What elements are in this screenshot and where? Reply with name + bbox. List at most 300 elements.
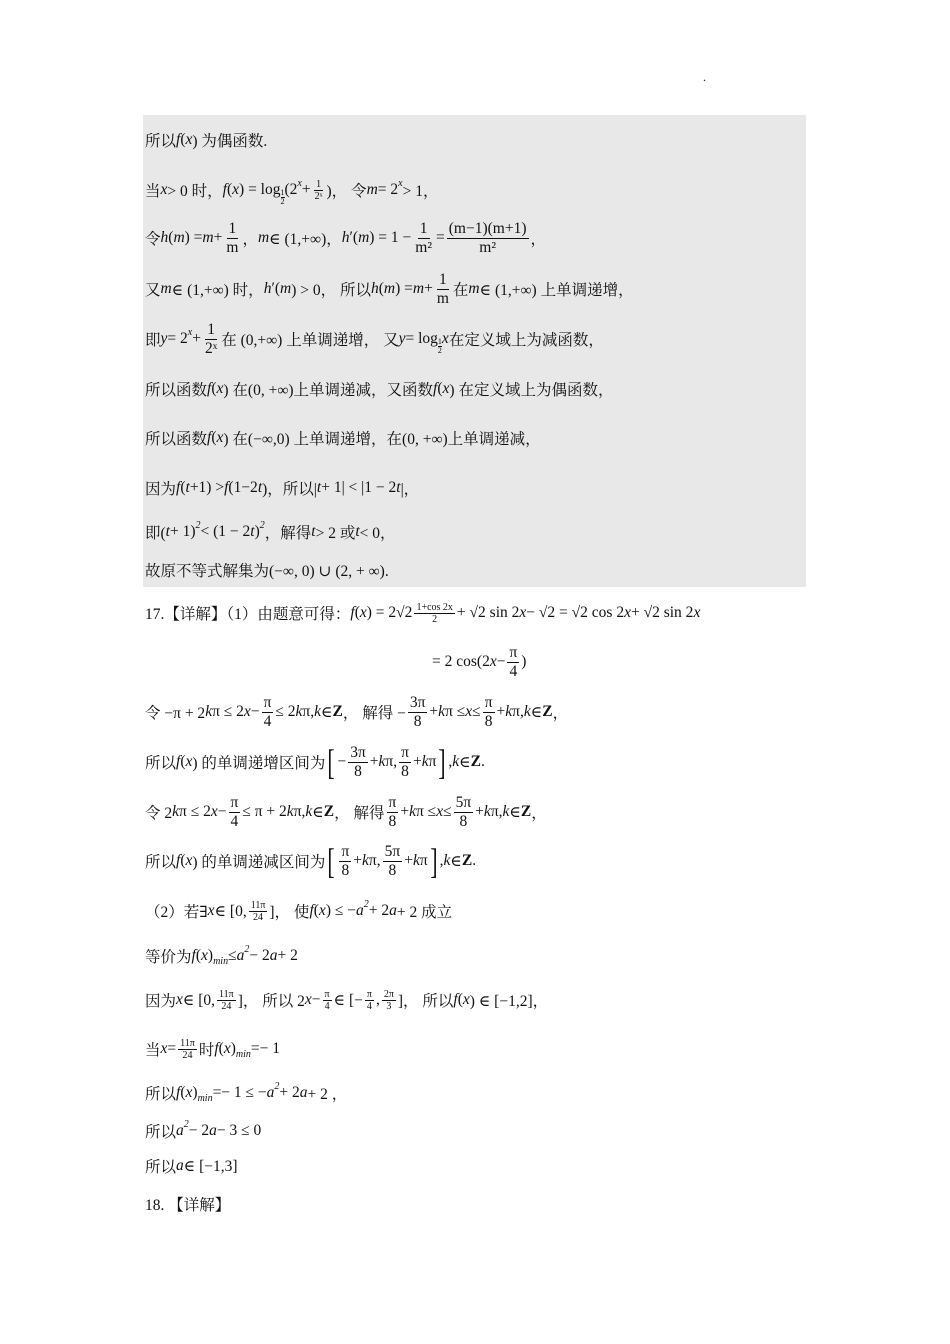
denominator: 24 [221,1000,232,1012]
math-variable: x [243,703,251,720]
text-run: = 2 [167,330,188,347]
numerator: 3π [409,694,426,712]
text-run: ∈ [321,703,333,721]
text-run: ( [180,1084,186,1101]
text-run: + 2 成立 [396,904,453,921]
denominator: m² [479,238,496,256]
integer-set-symbol: Z [470,753,481,770]
math-variable: a [389,902,397,919]
numerator: 3π [350,744,366,762]
superscript: 2 [363,898,369,910]
text-run: 所以函数 [145,382,208,399]
numerator: π [230,794,239,812]
log-base-fraction [438,338,442,355]
math-variable: f [176,1084,181,1101]
integer-set-symbol: Z [323,803,335,820]
text-run: ， 解得 − [342,705,406,722]
text-run: ]， 所以 [397,993,454,1010]
text-run: ∈ (1,+∞) 上单调递增， [479,282,634,299]
math-variable: m [366,181,378,198]
numerator: 11π [180,1037,195,1049]
text-run: π, [385,753,398,770]
text-run: 所以 [145,1086,177,1103]
text-run: . [472,852,477,869]
text-run: ) [230,1040,236,1057]
text-run: . [481,753,485,770]
text-run: ( [378,280,384,297]
log-base-fraction [281,189,285,206]
math-variable: x [185,131,193,148]
fraction [339,843,351,878]
text-line [145,264,634,314]
text-run: 因为 [145,993,177,1010]
text-run: ( [195,947,201,964]
math-variable: k [314,703,322,720]
math-variable: t [396,479,401,496]
text-run: ( [437,380,443,397]
denominator: 4 [509,662,518,680]
superscript: x [398,177,403,189]
math-variable: x [465,703,473,720]
text-run: ≤ [443,803,452,820]
math-variable: a [266,1084,275,1101]
text-run: ]， 使 [269,904,310,921]
denominator: m [226,238,239,256]
fraction [387,794,399,829]
math-variable: x [304,991,312,1008]
text-run: π, [368,852,381,869]
text-run: 所以 [145,1124,177,1141]
numerator: (m−1)(m+1) [448,220,527,238]
fraction [313,179,325,202]
text-run: 令 −π + 2 [145,705,206,722]
text-line [145,364,613,414]
math-variable: t [250,523,255,540]
text-run: − [217,803,227,820]
superscript: x [187,326,193,338]
text-run: > 0 时， [167,183,223,200]
integer-set-symbol: Z [542,703,553,720]
text-run: + [301,181,311,198]
text-run: 故原不等式解集为(−∞, 0) ∪ (2, + ∞). [145,563,389,580]
math-variable: y [398,330,406,347]
text-run: ) = [184,229,203,246]
numerator: 1 [419,220,428,238]
text-run: ( [226,181,233,198]
math-variable: k [286,803,294,820]
fraction [435,271,451,306]
numerator: 1 [280,187,285,197]
numerator: π [388,794,397,812]
math-variable: x [489,653,497,670]
subscript: min [197,1092,213,1104]
text-run: 17.【详解】（1）由题意可得： [145,606,351,623]
text-line [145,975,548,1025]
math-variable: f [207,429,212,446]
denominator: 8 [354,762,362,780]
text-run: + 2 [279,1084,300,1101]
denominator: 24 [253,911,264,923]
large-bracket: [ [327,841,336,881]
text-run: ∈ (1,+∞) 时， [171,282,264,299]
math-variable: t [257,479,263,496]
text-run: + [369,753,379,770]
text-run: ( [168,229,174,246]
text-run: ∈ [530,703,543,721]
math-variable: a [355,902,364,919]
text-run: ′( [271,280,280,297]
math-variable: f [224,479,229,496]
fraction [413,220,434,255]
math-variable: x [519,604,527,621]
text-run: ， [552,705,569,722]
math-variable: x [201,947,208,964]
text-run: + √2 sin 2 [630,604,694,621]
text-run: ) [192,1084,198,1101]
text-run: + [353,852,363,869]
text-run: ) = [395,280,413,297]
text-run: 在定义域上为减函数， [448,332,604,349]
math-variable: h [341,229,350,246]
text-run: π [419,852,428,869]
denominator: 8 [401,762,409,780]
text-run: 当 [145,183,161,200]
text-line [145,836,476,886]
math-variable: y [160,330,168,347]
denominator: 8 [413,712,422,730]
math-variable: a [269,947,278,964]
numerator: 1 [439,271,447,289]
math-variable: t [165,523,170,540]
fraction [483,694,495,729]
text-run: ) 在定义域上为偶函数， [449,382,614,399]
superscript: 2 [195,519,201,531]
math-variable: k [205,703,213,720]
superscript: x [297,177,302,189]
text-run: ∈ [− [333,991,363,1009]
text-run: = 2 [377,181,399,198]
math-variable: f [207,380,212,397]
numerator: 2π [383,988,394,1000]
text-run: + [400,803,410,820]
text-run: ∈ [0, [214,902,247,920]
text-run: + 1| < |1 − 2 [321,479,397,496]
math-variable: x [359,604,367,621]
math-variable: m [468,280,480,297]
text-run: π ≤ 2 [179,803,211,820]
text-run: , [448,753,453,770]
math-variable: x [462,991,470,1008]
text-run: ) 在(0, +∞)上单调递减，又函数 [223,382,434,399]
math-variable: f [176,479,181,496]
text-run: + [424,280,433,297]
text-run: 在 [452,282,469,299]
text-line [145,413,541,463]
math-variable: t [185,479,190,496]
denominator: 4 [324,1000,330,1012]
denominator: 8 [484,712,493,730]
text-run: − [311,991,321,1008]
text-run: ( [457,991,463,1008]
text-run: ， [242,231,258,248]
text-run: + [429,703,439,720]
text-run: ) = 1 − [369,229,412,246]
superscript: 2 [274,1080,280,1092]
text-run: )， 令 [326,183,367,200]
math-variable: f [176,852,181,869]
integer-set-symbol: Z [461,852,473,869]
text-run: < (1 − 2 [200,523,251,540]
text-run: 令 [145,231,161,248]
text-run: ， [530,231,547,248]
fraction [224,220,240,255]
math-variable: f [453,991,458,1008]
text-run: ) [207,947,214,964]
text-run: + [496,703,506,720]
text-run: ∈ [0, [182,991,216,1009]
math-variable: x [210,803,218,820]
fraction [323,989,332,1012]
text-run: π ≤ [445,703,466,720]
text-run: ( [354,604,360,621]
denominator: 2 [280,196,285,206]
math-variable: k [378,753,386,770]
fraction [249,900,268,923]
text-run: ，解得 [264,525,312,542]
math-variable: a [176,1157,184,1174]
denominator: 2 [432,613,438,625]
text-line [145,787,547,837]
text-run: ( [180,753,186,770]
text-run: ∈ [−1,3] [183,1157,238,1175]
fraction [408,694,428,729]
text-run: + [404,852,413,869]
text-run: ( [218,1040,224,1057]
integer-set-symbol: Z [332,703,343,720]
math-variable: k [502,803,510,820]
text-run: 所以 [145,854,177,871]
text-run: ≤ [228,947,237,964]
denominator: 4 [366,1000,372,1012]
text-line [145,1179,230,1229]
fraction [454,794,474,829]
subscript: min [235,1048,251,1060]
fraction [262,694,274,729]
math-variable: x [216,380,224,397]
text-run: π, [512,703,524,720]
text-line [145,314,604,364]
math-variable: t [311,523,316,540]
text-run: |， [400,481,420,498]
numerator: 1 [228,220,237,238]
text-run: + [475,803,484,820]
fraction [217,989,236,1012]
text-line [432,637,526,687]
text-run: (2 [284,181,298,198]
fraction [507,644,519,679]
math-variable: x [223,1040,231,1057]
numerator: π [366,988,372,1000]
text-run: − 3 ≤ 0 [216,1122,262,1139]
denominator: 8 [388,812,397,830]
text-run: ( [180,479,186,496]
denominator: 2ˣ [314,190,323,202]
denominator: 24 [182,1049,193,1061]
math-variable: f [176,131,181,148]
math-variable: m [160,280,172,297]
text-run: π ≤ [415,803,437,820]
text-run: ( [180,131,186,148]
text-run: − [337,753,347,770]
numerator: 5π [455,794,472,812]
text-run: 即 [145,332,161,349]
math-variable: h [370,280,379,297]
text-run: − 2 [249,947,270,964]
denominator: 8 [341,861,350,879]
text-run: 又 [145,282,161,299]
math-variable: k [523,703,531,720]
fraction [365,989,374,1012]
text-run: > 2 或 [315,525,356,542]
math-variable: k [412,852,420,869]
math-variable: m [257,229,270,246]
denominator: 3 [386,1000,392,1012]
math-variable: f [176,753,181,770]
math-variable: h [160,229,169,246]
fraction [348,744,368,779]
numerator: 1 [437,336,442,346]
math-variable: k [362,852,369,869]
denominator: m [436,289,449,307]
superscript: 2 [259,519,265,531]
math-variable: x [442,380,450,397]
text-run: ) > 0， 所以 [291,282,371,299]
text-run: + [192,330,201,347]
text-run: ≤ [472,703,481,720]
superscript: 2 [183,1118,189,1130]
text-line [145,931,298,981]
fraction [383,843,403,878]
numerator: π [484,694,493,712]
text-run: 所以函数 [145,431,208,448]
text-run: = [436,229,445,246]
text-run: ) = log [239,181,281,198]
subscript: min [213,955,229,967]
numerator: π [509,644,518,662]
numerator: 11π [219,988,234,1000]
numerator: 1 [316,178,322,190]
numerator: 11π [250,899,266,911]
text-run: − 2 [188,1122,210,1139]
numerator: 1+cos 2x [416,601,453,613]
math-variable: f [214,1040,219,1057]
text-run: ∈ [509,803,521,821]
text-run: − [496,653,506,670]
math-variable: h [263,280,272,297]
text-run: ≤ π + 2 [242,803,287,820]
text-run: 因为 [145,481,177,498]
numerator: 5π [384,843,401,861]
text-run: ) 在(−∞,0) 上单调递增，在(0, +∞)上单调递减， [223,431,541,448]
numerator: π [324,988,330,1000]
denominator: 4 [230,812,239,830]
math-variable: f [309,902,314,919]
math-variable: f [222,181,227,198]
math-variable: k [483,803,491,820]
text-run: ∈ (1,+∞)， [269,231,342,248]
integer-set-symbol: Z [520,803,532,820]
math-variable: a [176,1122,184,1139]
text-run: = [167,1040,177,1057]
math-variable: m [358,229,370,246]
text-run: +1) > [189,479,225,496]
math-variable: k [305,803,313,820]
math-variable: x [207,902,215,919]
text-run: ) 的单调递增区间为 [192,755,326,772]
denominator: 8 [388,861,397,879]
fraction [399,744,411,779]
math-variable: x [185,1084,193,1101]
denominator: 2ˣ [204,339,218,357]
text-run: ， [531,805,547,822]
math-variable: f [350,604,355,621]
math-variable: x [216,429,224,446]
text-run: ]， 所以 2 [237,993,305,1010]
fraction [382,989,396,1012]
math-variable: k [295,703,303,720]
text-run: 所以 [145,1159,177,1176]
math-variable: x [185,753,193,770]
fraction [229,794,241,829]
math-variable: t [355,523,360,540]
text-run: 即( [145,525,166,542]
math-variable: x [693,604,701,621]
text-line [145,588,700,638]
text-run: =− 1 [250,1040,281,1057]
text-run: )，所以| [262,481,317,498]
text-run: 当 [145,1042,161,1059]
text-run: 所以 [145,133,177,150]
numerator: π [341,843,350,861]
text-run: ( [313,902,319,919]
text-run: ， 解得 [334,805,385,822]
text-run: ∈ [459,753,471,771]
text-run: > 1， [402,183,439,200]
math-variable: k [409,803,416,820]
math-variable: a [209,1122,217,1139]
text-run: (1−2 [228,479,258,496]
text-run: ) [254,523,260,540]
math-variable: t [316,479,322,496]
text-run: , [439,852,444,869]
numerator: π [263,694,272,712]
math-variable: x [436,803,444,820]
fraction [447,220,529,255]
text-run: =− 1 ≤ − [212,1084,267,1101]
text-run: + [213,229,223,246]
text-run: ) = 2√2 [366,604,413,621]
text-run: − √2 = √2 cos 2 [526,604,625,621]
math-variable: x [185,852,193,869]
text-run: ′( [349,229,359,246]
text-run: ( [180,852,186,869]
text-run: + 1) [169,523,196,540]
text-run: 所以 [145,755,177,772]
large-bracket: [ [327,742,336,782]
math-variable: x [160,1040,168,1057]
denominator: 2 [437,345,442,355]
text-run: ) ≤ − [325,902,356,919]
